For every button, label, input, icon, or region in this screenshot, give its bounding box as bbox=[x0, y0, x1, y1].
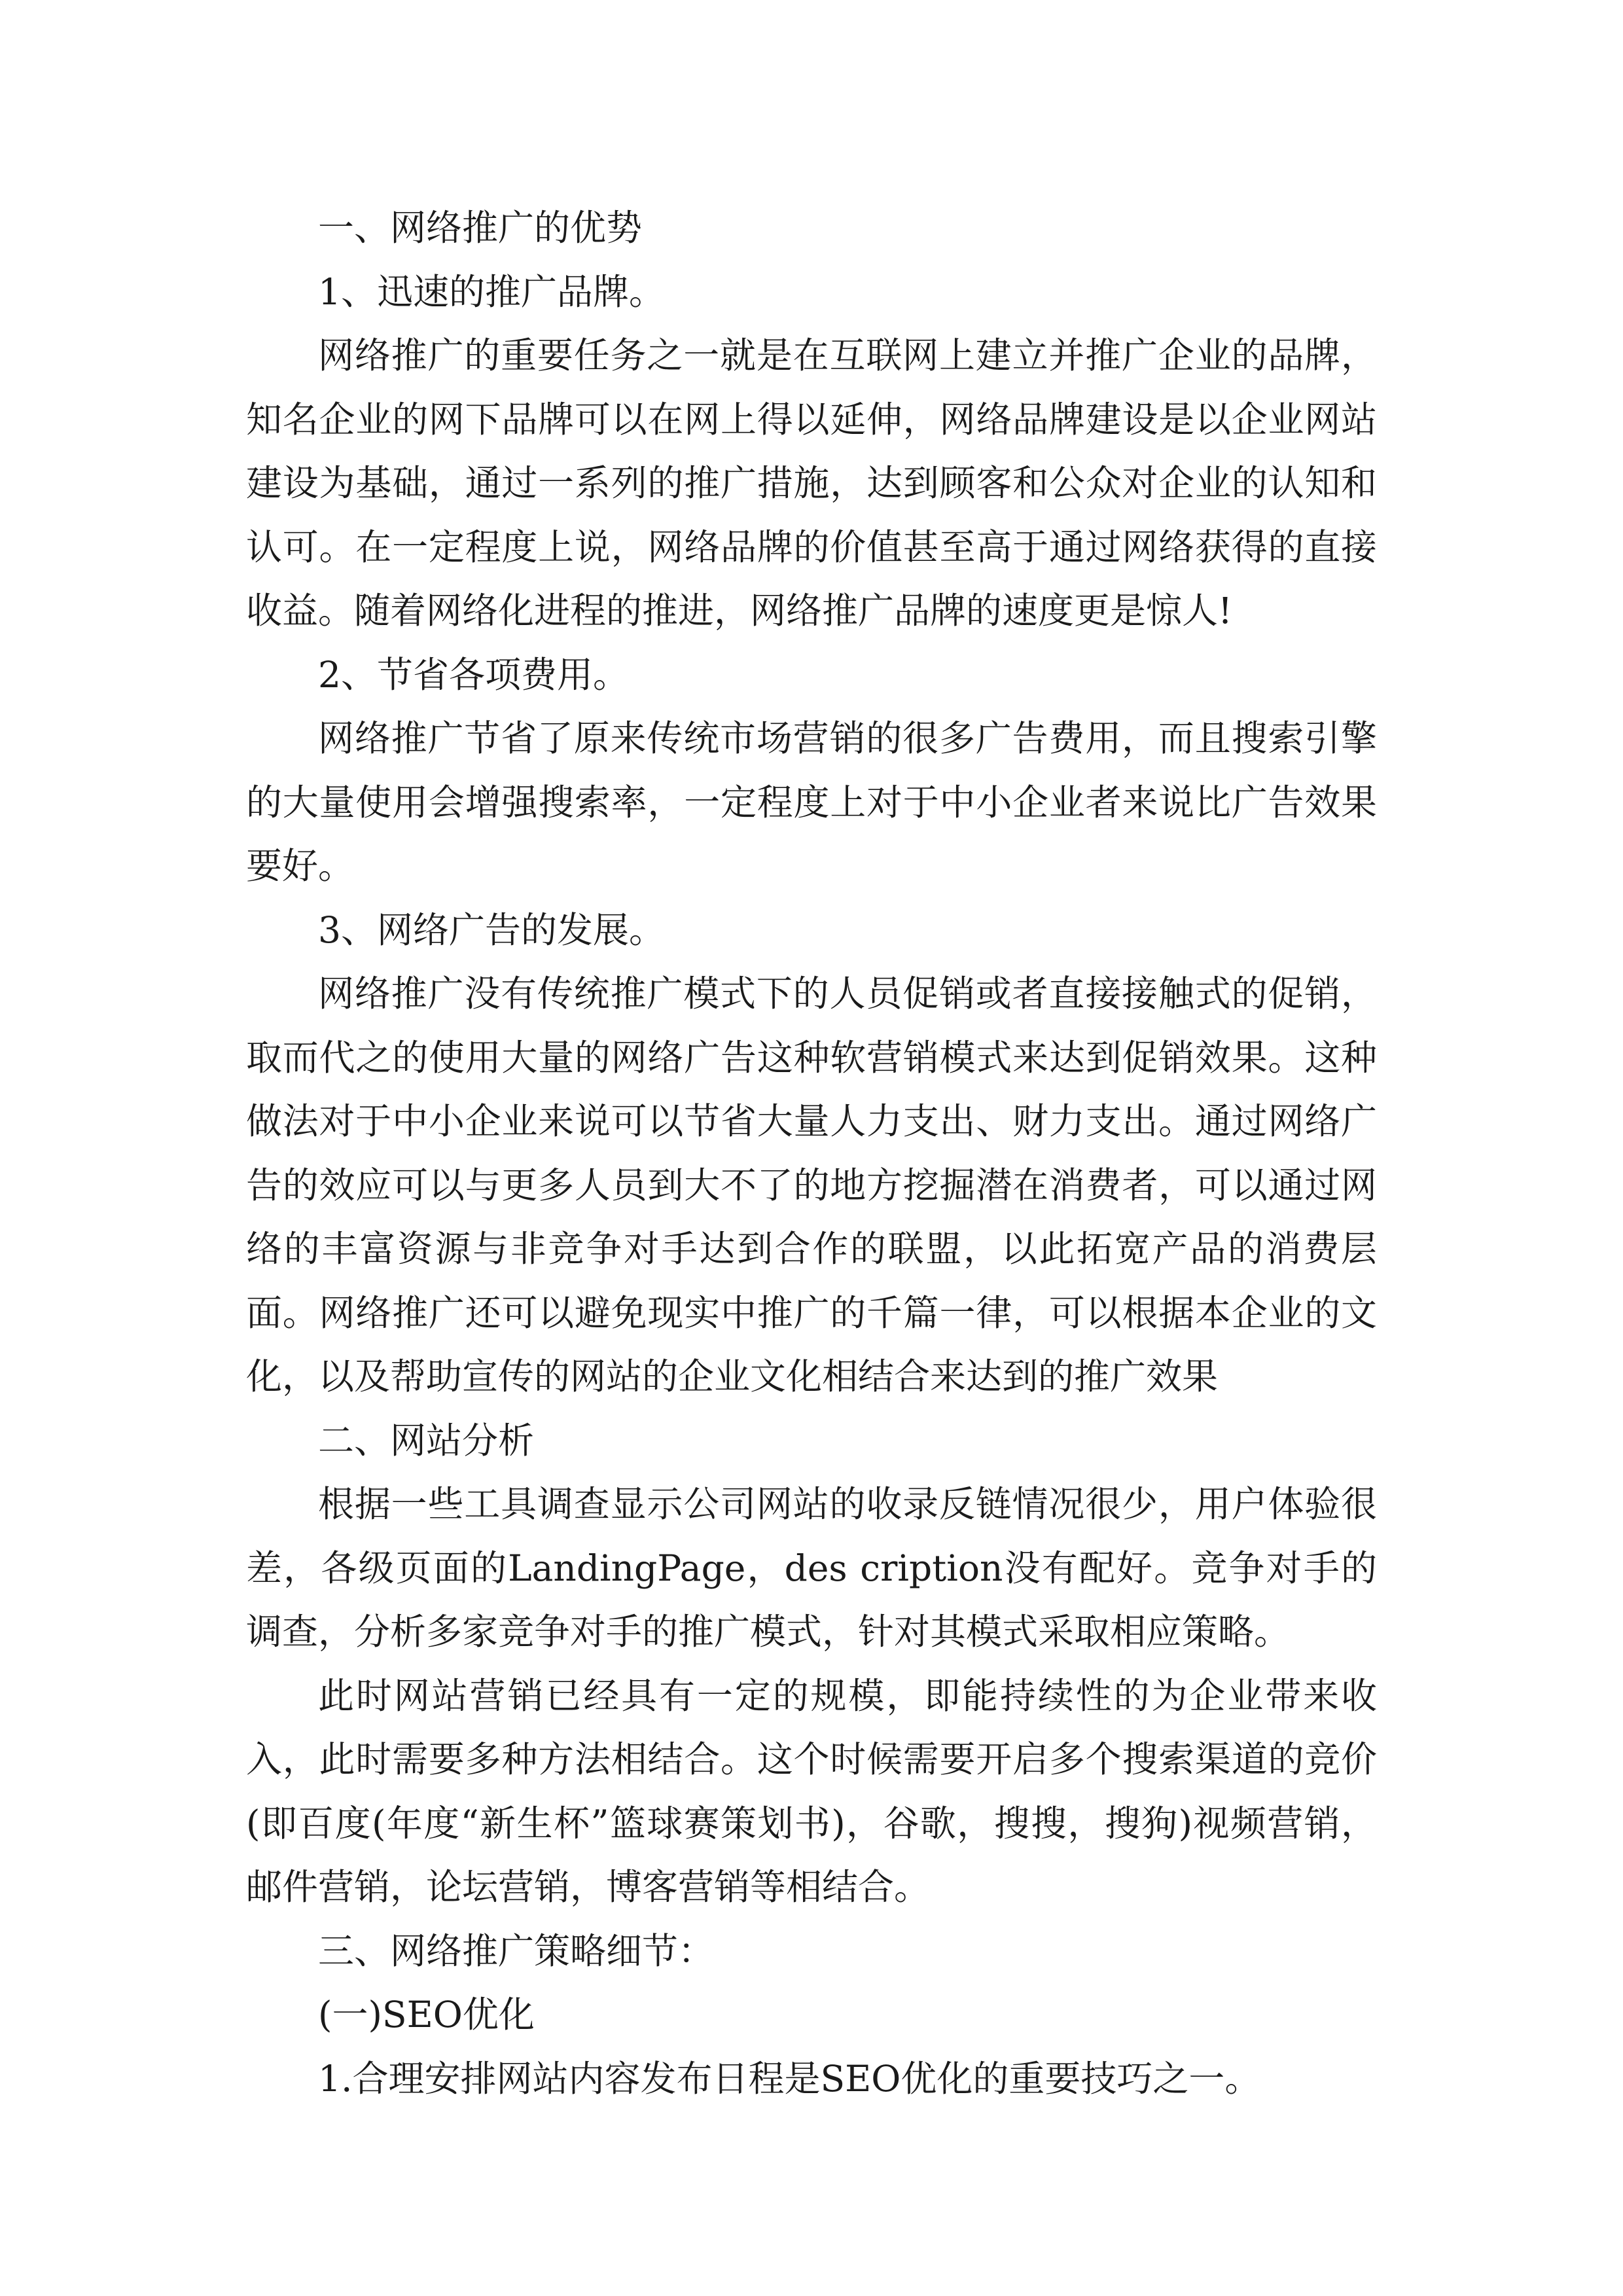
section-heading-site-analysis: 二、网站分析 bbox=[318, 1419, 535, 1462]
paragraph-marketing-methods: 此时网站营销已经具有一定的规模，即能持续性的为企业带来收入，此时需要多种方法相结合。这个时候需要开启多个搜索渠道的竞价(即百度(年度“新生杯”篮球赛策划书)，谷歌，搜搜，搜狗)视频营销，邮件营销，论坛营销，博客营销等相结合。 bbox=[246, 1674, 1377, 1908]
paragraph-brand: 网络推广的重要任务之一就是在互联网上建立并推广企业的品牌，知名企业的网下品牌可以在网上得以延伸，网络品牌建设是以企业网站建设为基础，通过一系列的推广措施，达到顾客和公众对企业的认知和认可。在一定程度上说，网络品牌的价值甚至高于通过网络获得的直接收益。随着网络化进程的推进，网络推广品牌的速度更是惊人! bbox=[246, 334, 1377, 632]
section-heading-strategy: 三、网络推广策略细节： bbox=[318, 1929, 715, 1972]
subheading-costs: 2、节省各项费用。 bbox=[318, 653, 629, 696]
document-page bbox=[246, 196, 1377, 2111]
section-heading-advantages: 一、网络推广的优势 bbox=[318, 207, 643, 249]
paragraph-site-analysis: 根据一些工具调查显示公司网站的收录反链情况很少，用户体验很差，各级页面的LandingPage，des cription没有配好。竞争对手的调查，分析多家竞争对手的推广模式，针对其模式采取相应策略。 bbox=[246, 1483, 1377, 1653]
subheading-brand: 1、迅速的推广品牌。 bbox=[318, 270, 665, 313]
paragraph-seo-tip: 1.合理安排网站内容发布日程是SEO优化的重要技巧之一。 bbox=[318, 2057, 1261, 2100]
subheading-ads: 3、网络广告的发展。 bbox=[318, 908, 665, 951]
paragraph-ads: 网络推广没有传统推广模式下的人员促销或者直接接触式的促销，取而代之的使用大量的网络广告这种软营销模式来达到促销效果。这种做法对于中小企业来说可以节省大量人力支出、财力支出。通过网络广告的效应可以与更多人员到大不了的地方挖掘潜在消费者，可以通过网络的丰富资源与非竞争对手达到合作的联盟，以此拓宽产品的消费层面。网络推广还可以避免现实中推广的千篇一律，可以根据本企业的文化，以及帮助宣传的网站的企业文化相结合来达到的推广效果 bbox=[246, 973, 1377, 1397]
paragraph-costs: 网络推广节省了原来传统市场营销的很多广告费用，而且搜索引擎的大量使用会增强搜索率，一定程度上对于中小企业者来说比广告效果要好。 bbox=[246, 717, 1377, 887]
subheading-seo: (一)SEO优化 bbox=[318, 1994, 535, 2036]
